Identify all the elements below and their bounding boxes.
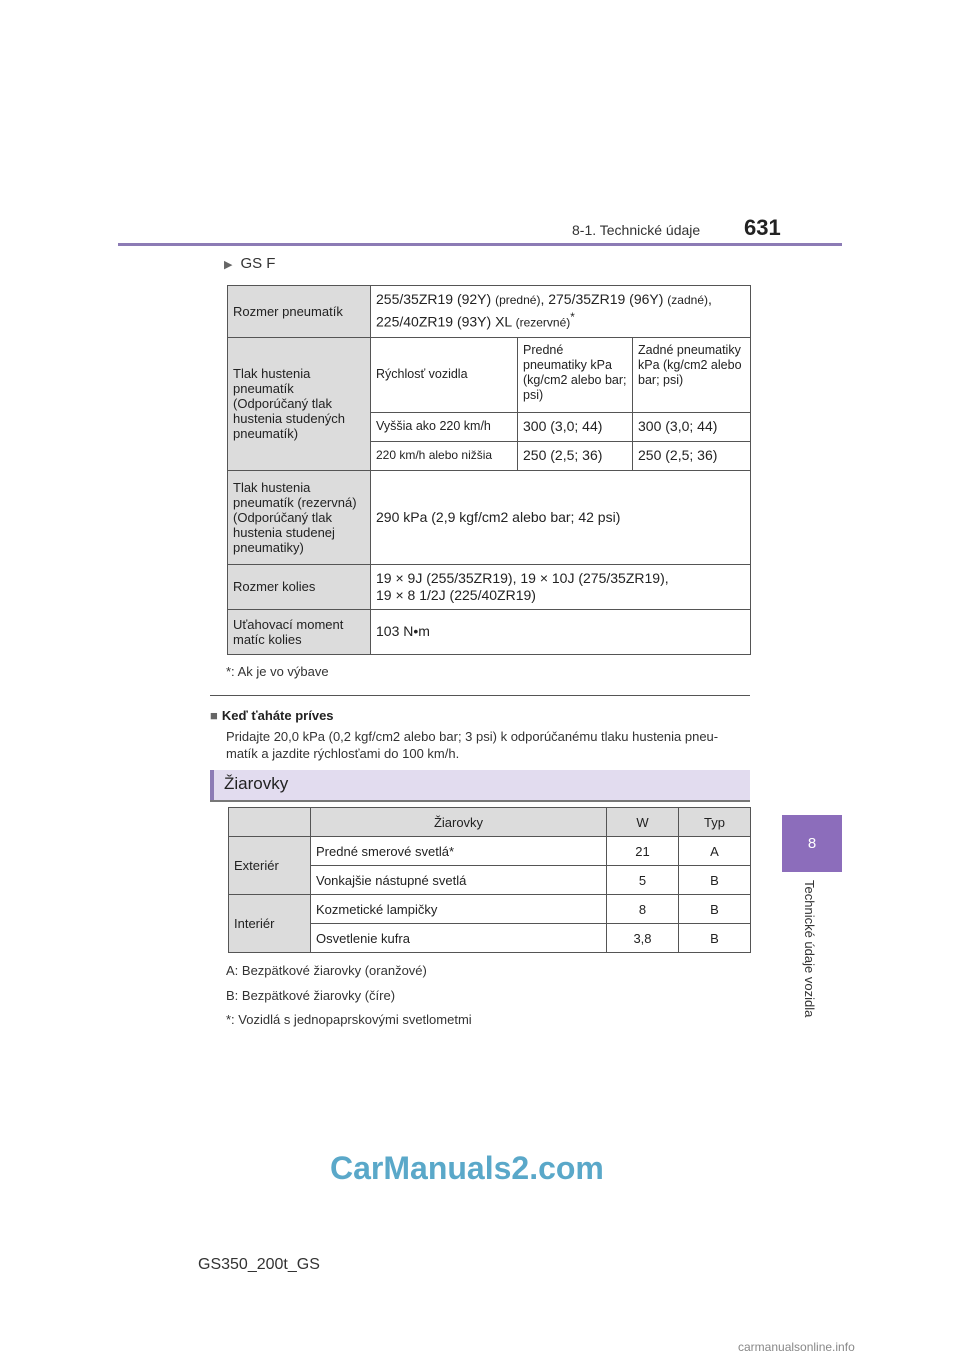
front-pressure: 300 (3,0; 44) [518,412,633,441]
bulb-type: B [679,895,751,924]
watermark-carmanuals2: CarManuals2.com [330,1150,604,1186]
bulb-name: Predné smerové svetlá* [311,837,607,866]
bulbs-section-title: Žiarovky [224,774,289,793]
wheel-size-label: Rozmer kolies [228,564,371,609]
bulb-wattage: 21 [607,837,679,866]
bulbs-section-rule [210,800,750,802]
bulb-wattage: 8 [607,895,679,924]
chapter-number: 8 [807,835,817,852]
speed-header: Rýchlosť vozidla [371,337,518,412]
bulb-type: B [679,924,751,953]
chapter-tab [782,815,842,872]
bulbs-section-header [210,770,750,800]
separator-rule [210,695,750,696]
bulb-name: Osvetlenie kufra [311,924,607,953]
tyre-size-value: 255/35ZR19 (92Y) (predné), 275/35ZR19 (96Y) (zadné), 225/40ZR19 (93Y) XL (rezervné)* [371,286,751,338]
page-number: 631 [744,215,781,240]
front-pressure: 250 (2,5; 36) [518,441,633,470]
towing-heading: ■ Keď ťaháte príves [210,708,334,723]
footer-model: GS350_200t_GS [198,1256,320,1273]
spare-pressure-value: 290 kPa (2,9 kgf/cm2 alebo bar; 42 psi) [371,470,751,564]
subsection-title [224,255,275,272]
bulb-wattage: 3,8 [607,924,679,953]
bulb-type: A [679,837,751,866]
tyre-size-label: Rozmer pneumatík [228,286,371,338]
speed-cell: Vyššia ako 220 km/h [371,412,518,441]
pressure-label: Tlak hustenia pneumatík (Odporúčaný tlak hustenia studených pneumatík) [228,337,371,470]
bulb-wattage: 5 [607,866,679,895]
interior-label: Interiér [229,895,311,953]
speed-cell: 220 km/h alebo nižšia [371,441,518,470]
torque-value: 103 N•m [371,609,751,654]
tyre-table [227,285,751,655]
legend-b: B: Bezpätkové žiarovky (číre) [226,988,396,1003]
bulbs-header-name: Žiarovky [311,808,607,837]
bulbs-header-blank [229,808,311,837]
exterior-label: Exteriér [229,837,311,895]
bulbs-header-w: W [607,808,679,837]
rear-header: Zadné pneumatiky kPa (kg/cm2 alebo bar; psi) [633,337,751,412]
watermark-carmanualsonline: carmanualsonline.info [738,1340,855,1354]
bulbs-header-type: Typ [679,808,751,837]
bulb-type: B [679,866,751,895]
towing-body: Pridajte 20,0 kPa (0,2 kgf/cm2 alebo bar; 3 psi) k odporúčanému tlaku hustenia pneu-matík a jazdite rýchlosťami do 100 km/h. [226,729,719,761]
section-header: 8-1. Technické údaje [572,222,701,238]
square-bullet-icon: ■ [210,708,218,723]
spare-pressure-label: Tlak hustenia pneumatík (rezervná) (Odporúčaný tlak hustenia studenej pneumatiky) [228,470,371,564]
bulbs-table [228,807,751,953]
front-header: Predné pneumatiky kPa (kg/cm2 alebo bar; psi) [518,337,633,412]
legend-a: A: Bezpätkové žiarovky (oranžové) [226,963,427,978]
rear-pressure: 250 (2,5; 36) [633,441,751,470]
rear-pressure: 300 (3,0; 44) [633,412,751,441]
wheel-size-value: 19 × 9J (255/35ZR19), 19 × 10J (275/35ZR19), 19 × 8 1/2J (225/40ZR19) [371,564,751,609]
torque-label: Uťahovací moment matíc kolies [228,609,371,654]
legend-asterisk: *: Vozidlá s jednopaprskovými svetlometmi [226,1012,472,1027]
triangle-icon: ▶ [224,259,233,271]
subsection-label: GS F [240,255,276,272]
chapter-label: Technické údaje vozidla [802,880,817,1018]
bulb-name: Kozmetické lampičky [311,895,607,924]
tyre-footnote: *: Ak je vo výbave [226,664,329,679]
bulb-name: Vonkajšie nástupné svetlá [311,866,607,895]
header-rule [118,243,842,246]
